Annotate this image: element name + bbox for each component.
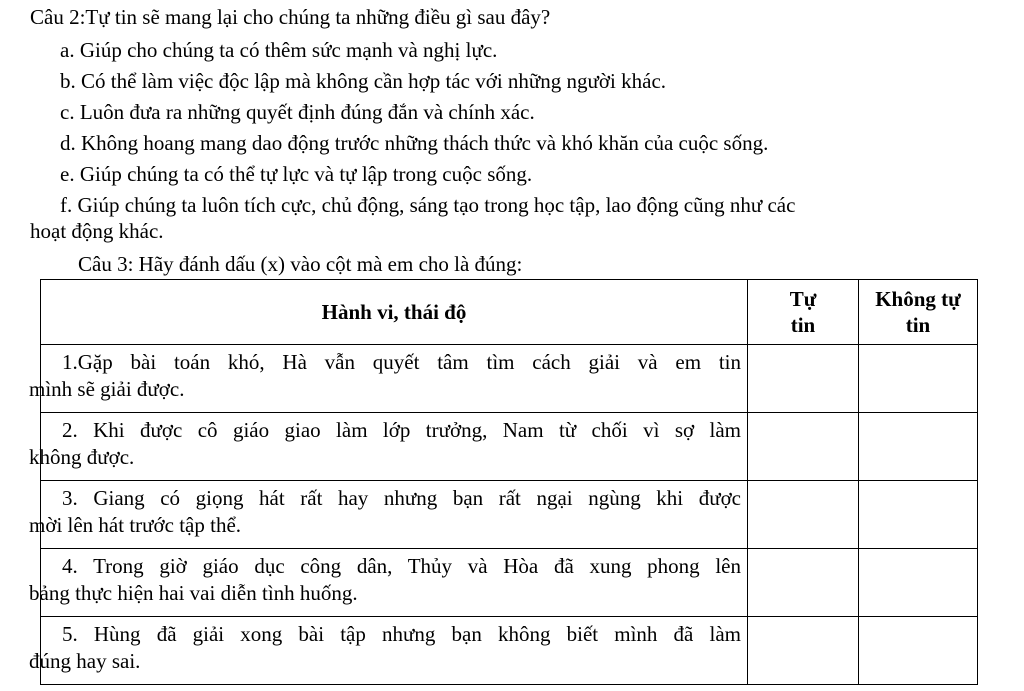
question-2-option-e: e. Giúp chúng ta có thể tự lực và tự lập trong cuộc sống. xyxy=(60,162,533,186)
behavior-text-line1: 2. Khi được cô giáo giao làm lớp trưởng, Nam từ chối vì sợ làm xyxy=(62,418,741,442)
header-behavior-label: Hành vi, thái độ xyxy=(321,300,467,324)
behavior-text-line2: mời lên hát trước tập thể. xyxy=(29,513,242,537)
not-confident-checkbox-cell[interactable] xyxy=(859,549,978,617)
table-row xyxy=(41,549,978,617)
question-2-option-f-continued: hoạt động khác. xyxy=(30,219,164,243)
behavior-text-line2: bảng thực hiện hai vai diễn tình huống. xyxy=(29,581,358,605)
table-header-row xyxy=(41,280,978,345)
behavior-cell xyxy=(29,617,748,685)
question-2-option-d: d. Không hoang mang dao động trước những thách thức và khó khăn của cuộc sống. xyxy=(60,131,769,155)
behavior-cell xyxy=(29,549,748,617)
confident-checkbox-cell[interactable] xyxy=(748,413,859,481)
confident-checkbox-cell[interactable] xyxy=(748,617,859,685)
table-row xyxy=(41,617,978,685)
header-confident-line2: tin xyxy=(790,313,816,337)
not-confident-checkbox-cell[interactable] xyxy=(859,617,978,685)
behavior-cell xyxy=(29,413,748,481)
not-confident-checkbox-cell[interactable] xyxy=(859,345,978,413)
header-confident xyxy=(748,280,859,345)
question-3-title: Câu 3: Hãy đánh dấu (x) vào cột mà em cho là đúng: xyxy=(78,252,523,276)
confident-checkbox-cell[interactable] xyxy=(748,549,859,617)
header-confident-line1: Tự xyxy=(789,287,817,311)
behavior-text-line2: mình sẽ giải được. xyxy=(29,377,185,401)
confident-checkbox-cell[interactable] xyxy=(748,481,859,549)
header-not-confident-line1: Không tự xyxy=(875,287,961,311)
question-2-option-c: c. Luôn đưa ra những quyết định đúng đắn và chính xác. xyxy=(60,100,535,124)
header-behavior xyxy=(41,280,748,345)
table-row xyxy=(41,345,978,413)
behavior-text-line1: 3. Giang có giọng hát rất hay nhưng bạn rất ngại ngùng khi được xyxy=(62,486,741,510)
header-not-confident xyxy=(859,280,978,345)
table-row xyxy=(41,413,978,481)
table-row xyxy=(41,481,978,549)
behavior-text-line1: 1.Gặp bài toán khó, Hà vẫn quyết tâm tìm cách giải và em tin xyxy=(62,350,741,374)
behavior-table xyxy=(29,279,978,685)
confident-checkbox-cell[interactable] xyxy=(748,345,859,413)
behavior-text-line1: 4. Trong giờ giáo dục công dân, Thủy và Hòa đã xung phong lên xyxy=(62,554,741,578)
behavior-text-line2: không được. xyxy=(29,445,135,469)
question-2-option-b: b. Có thể làm việc độc lập mà không cần hợp tác với những người khác. xyxy=(60,69,667,93)
not-confident-checkbox-cell[interactable] xyxy=(859,481,978,549)
question-2-title: Câu 2:Tự tin sẽ mang lại cho chúng ta những điều gì sau đây? xyxy=(30,5,551,29)
question-2-option-a: a. Giúp cho chúng ta có thêm sức mạnh và nghị lực. xyxy=(60,38,498,62)
not-confident-checkbox-cell[interactable] xyxy=(859,413,978,481)
behavior-cell xyxy=(29,481,748,549)
behavior-text-line1: 5. Hùng đã giải xong bài tập nhưng bạn không biết mình đã làm xyxy=(62,622,741,646)
behavior-cell xyxy=(29,345,748,413)
question-2-option-f: f. Giúp chúng ta luôn tích cực, chủ động, sáng tạo trong học tập, lao động cũng như các xyxy=(60,193,796,217)
header-not-confident-line2: tin xyxy=(905,313,931,337)
behavior-text-line2: đúng hay sai. xyxy=(29,649,141,673)
